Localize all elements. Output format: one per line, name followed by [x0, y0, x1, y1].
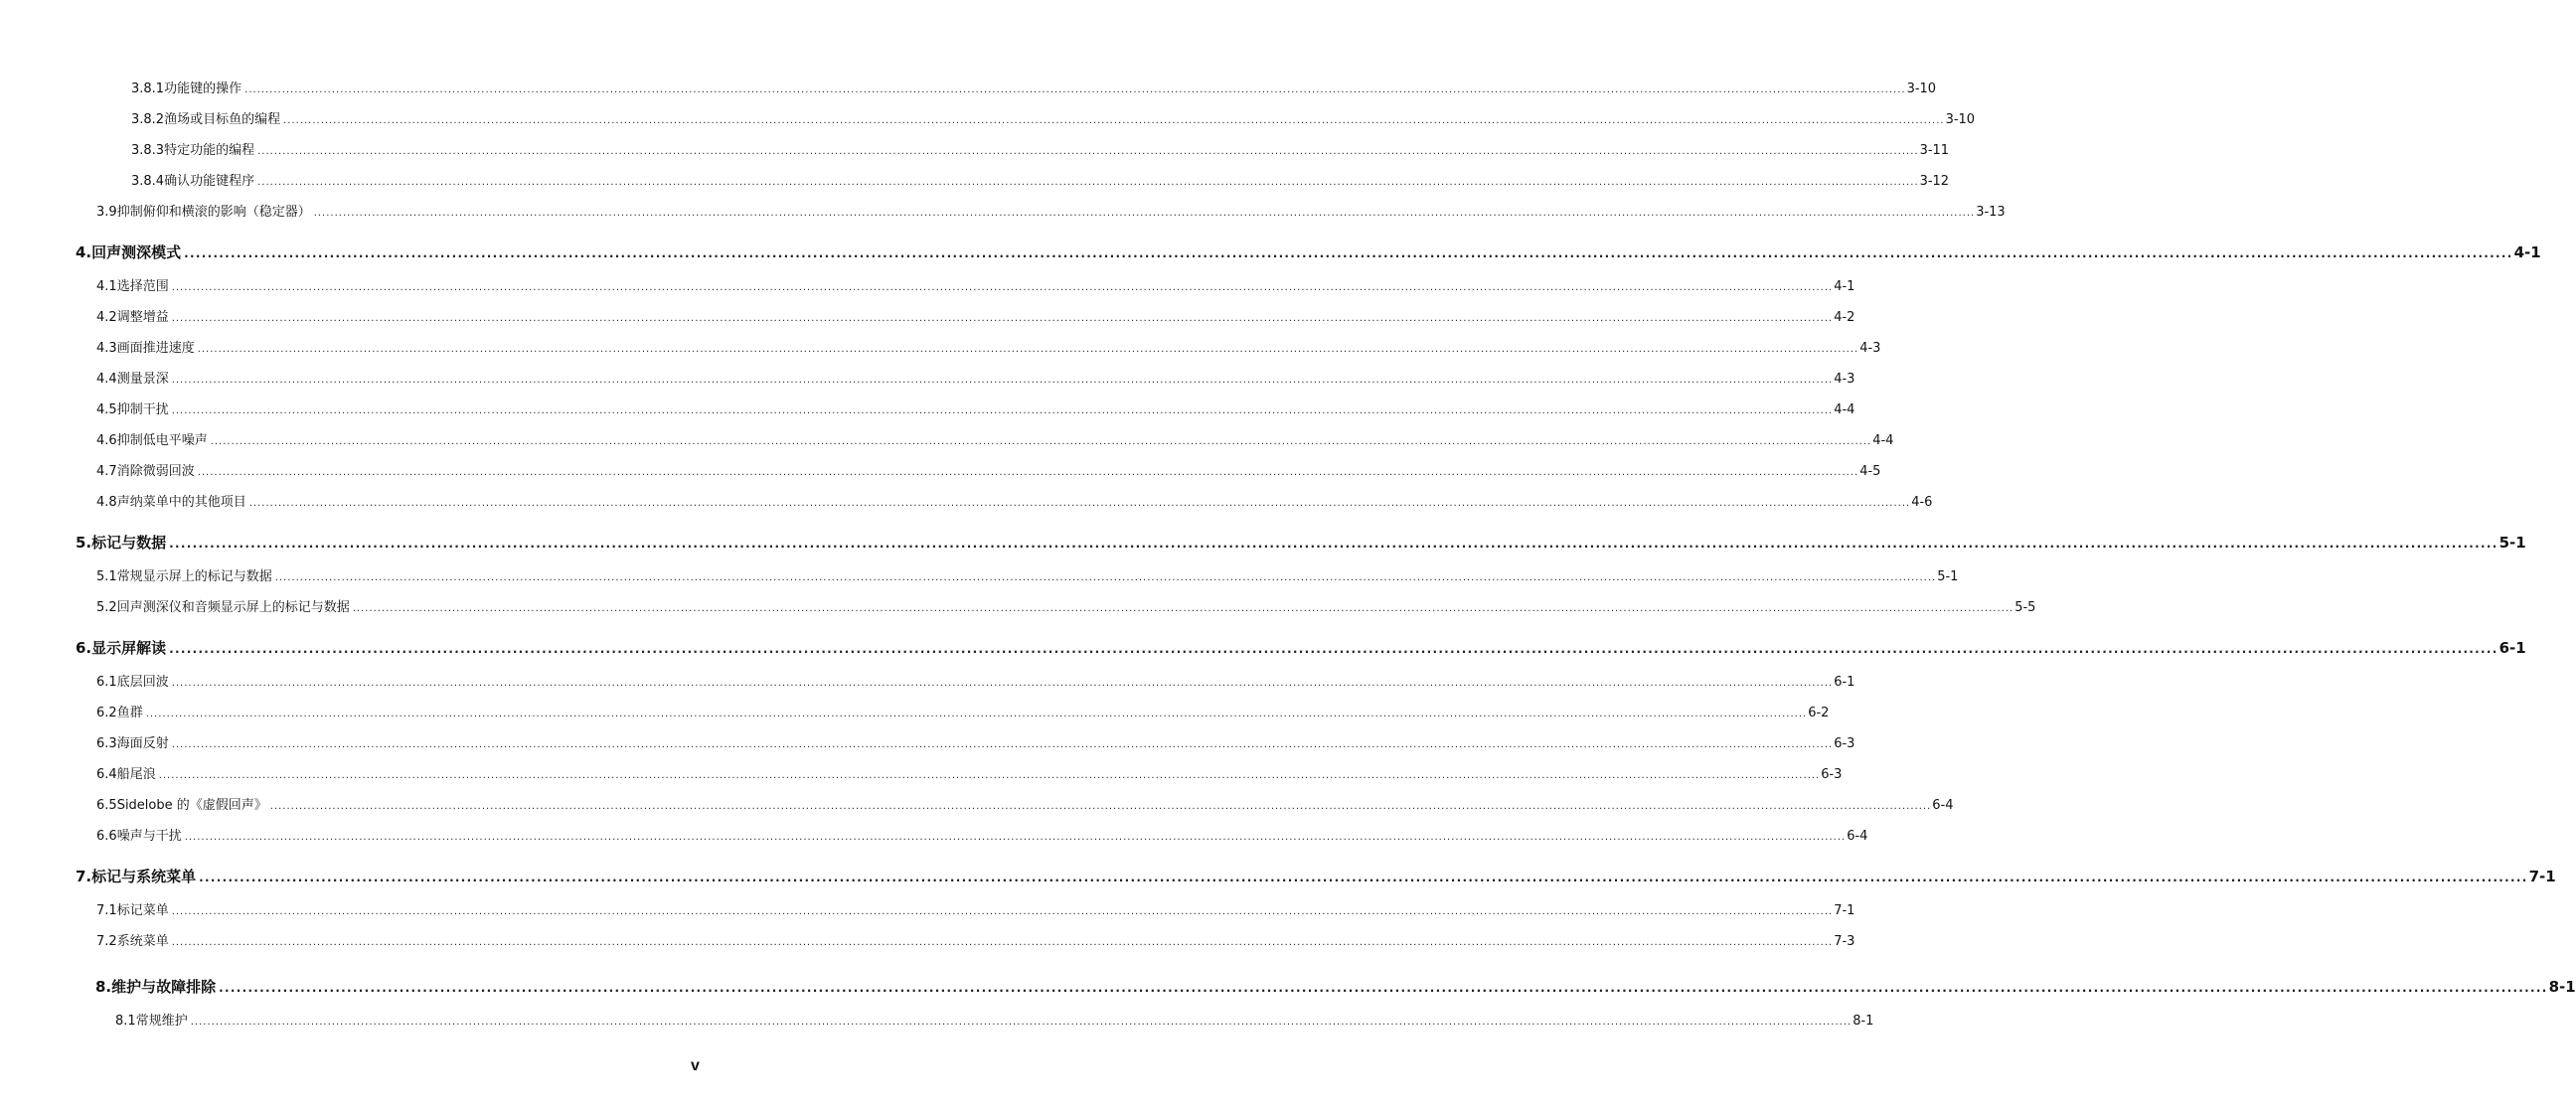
toc-entry-page: 4-1	[2513, 243, 2541, 261]
toc-entry-page: 4-1	[1834, 279, 1855, 294]
toc-entry-page: 8-1	[2548, 978, 2576, 996]
toc-entry-number: 8.	[95, 978, 112, 996]
toc-entry-title: 船尾浪	[116, 767, 156, 782]
toc-entry[interactable]	[96, 337, 1881, 356]
toc-entry[interactable]	[96, 429, 1894, 448]
dot-leader: ................................................................................................................................................................................................................................................................................................................................................................................................................	[269, 801, 1932, 812]
toc-entry-title: 功能键的操作	[164, 81, 242, 96]
toc-entry-number: 8.1	[115, 1014, 136, 1029]
toc-entry-page: 6-4	[1847, 829, 1868, 844]
toc-entry-page: 7-1	[2528, 868, 2556, 885]
toc-entry-page: 6-1	[2498, 639, 2526, 657]
toc-entry[interactable]	[115, 1010, 1874, 1029]
toc-entry-page: 3-11	[1919, 143, 1950, 158]
page-number-folio: v	[691, 1057, 700, 1074]
toc-entry-title: 常规维护	[135, 1014, 188, 1029]
dot-leader: ................................................................................................................................................................................................................................................................................................................................................................................................................	[171, 282, 1834, 293]
toc-entry[interactable]	[96, 671, 1855, 690]
dot-leader: ................................................................................................................................................................................................................................................................................................................................................................................................................	[171, 313, 1834, 324]
toc-entry-number: 4.1	[96, 279, 117, 294]
toc-entry[interactable]	[76, 532, 2526, 553]
toc-entry[interactable]	[76, 637, 2526, 658]
toc-entry-page: 6-1	[1834, 675, 1855, 690]
toc-entry[interactable]	[96, 460, 1881, 479]
dot-leader: ................................................................................................................................................................................................................................................................................................................................................................................................................	[171, 678, 1834, 689]
toc-entry-page: 5-5	[2014, 600, 2036, 615]
toc-entry-number: 4.7	[96, 464, 117, 479]
dot-leader: ................................................................................................................................................................................................................................................................................................................................................................................................................	[257, 177, 1919, 188]
dot-leader: ................................................................................................................................................................................................................................................................................................................................................................................................................	[313, 208, 1976, 219]
toc-entry[interactable]	[96, 732, 1855, 751]
toc-entry-page: 5-1	[2498, 534, 2526, 552]
toc-entry-number: 7.1	[96, 903, 117, 918]
toc-entry-page: 3-10	[1945, 112, 1976, 127]
toc-entry-title: 渔场或目标鱼的编程	[164, 112, 281, 127]
dot-leader: ................................................................................................................................................................................................................................................................................................................................................................................................................	[199, 871, 2528, 884]
toc-entry-title: 鱼群	[116, 706, 143, 720]
toc-entry-page: 3-12	[1919, 174, 1950, 189]
dot-leader: ................................................................................................................................................................................................................................................................................................................................................................................................................	[248, 498, 1911, 509]
toc-entry-page: 3-10	[1906, 81, 1937, 96]
toc-entry[interactable]	[96, 794, 1954, 813]
toc-entry[interactable]	[96, 368, 1855, 387]
toc-entry-number: 5.	[76, 534, 92, 552]
toc-entry-page: 6-4	[1932, 798, 1954, 813]
toc-entry[interactable]	[96, 201, 2006, 220]
toc-entry-number: 4.5	[96, 402, 117, 417]
toc-entry[interactable]	[96, 491, 1933, 510]
dot-leader: ................................................................................................................................................................................................................................................................................................................................................................................................................	[169, 642, 2498, 656]
toc-entry[interactable]	[96, 306, 1855, 325]
toc-entry-number: 7.2	[96, 934, 117, 949]
toc-entry-page: 4-5	[1859, 464, 1881, 479]
toc-entry[interactable]	[96, 825, 1868, 844]
dot-leader: ................................................................................................................................................................................................................................................................................................................................................................................................................	[184, 832, 1847, 843]
toc-entry-title: 消除微弱回波	[116, 464, 195, 479]
toc-entry[interactable]	[95, 976, 2576, 997]
toc-entry-number: 6.5	[96, 798, 117, 813]
toc-entry-title: 回声测深仪和音频显示屏上的标记与数据	[116, 600, 350, 615]
toc-entry[interactable]	[96, 398, 1855, 417]
toc-entry-title: 底层回波	[116, 675, 169, 690]
toc-entry-number: 3.8.1	[131, 81, 165, 96]
dot-leader: ................................................................................................................................................................................................................................................................................................................................................................................................................	[197, 467, 1859, 478]
toc-entry-number: 3.8.4	[131, 174, 165, 189]
toc-entry-title: 抑制俯仰和横滚的影响（稳定器）	[116, 205, 311, 220]
toc-entry-number: 6.4	[96, 767, 117, 782]
toc-entry-title: 声纳菜单中的其他项目	[116, 495, 246, 510]
dot-leader: ................................................................................................................................................................................................................................................................................................................................................................................................................	[171, 375, 1834, 386]
dot-leader: ................................................................................................................................................................................................................................................................................................................................................................................................................	[352, 603, 2014, 614]
toc-entry-page: 4-6	[1911, 495, 1933, 510]
dot-leader: ................................................................................................................................................................................................................................................................................................................................................................................................................	[210, 436, 1872, 447]
dot-leader: ................................................................................................................................................................................................................................................................................................................................................................................................................	[274, 572, 1937, 583]
toc-entry[interactable]	[96, 763, 1843, 782]
toc-entry-number: 3.8.3	[131, 143, 165, 158]
toc-entry-title: 抑制低电平噪声	[116, 433, 208, 448]
dot-leader: ................................................................................................................................................................................................................................................................................................................................................................................................................	[244, 84, 1906, 95]
toc-entry-number: 4.2	[96, 310, 117, 325]
toc-entry[interactable]	[131, 108, 1976, 127]
toc-entry[interactable]	[76, 241, 2541, 262]
toc-entry-number: 4.6	[96, 433, 117, 448]
toc-entry-page: 3-13	[1976, 205, 2006, 220]
dot-leader: ................................................................................................................................................................................................................................................................................................................................................................................................................	[171, 739, 1834, 750]
toc-entry-number: 3.9	[96, 205, 117, 220]
toc-entry-title: 测量景深	[116, 372, 169, 387]
toc-entry-page: 7-1	[1834, 903, 1855, 918]
toc-entry-title: 标记与数据	[91, 534, 167, 552]
toc-entry-page: 5-1	[1937, 569, 1959, 584]
toc-entry-number: 7.	[76, 868, 92, 885]
dot-leader: ................................................................................................................................................................................................................................................................................................................................................................................................................	[158, 770, 1821, 781]
toc-entry-page: 4-2	[1834, 310, 1855, 325]
toc-entry-title: 标记菜单	[116, 903, 169, 918]
toc-entry-title: 画面推进速度	[116, 341, 195, 356]
toc-entry-title: 显示屏解读	[91, 639, 167, 657]
toc-entry-page: 4-4	[1834, 402, 1855, 417]
dot-leader: ................................................................................................................................................................................................................................................................................................................................................................................................................	[184, 246, 2513, 260]
toc-entry[interactable]	[131, 170, 1950, 189]
toc-entry-page: 8-1	[1852, 1014, 1874, 1029]
toc-entry[interactable]	[131, 78, 1937, 96]
dot-leader: ................................................................................................................................................................................................................................................................................................................................................................................................................	[190, 1017, 1852, 1028]
toc-entry[interactable]	[96, 702, 1830, 720]
toc-entry[interactable]	[96, 899, 1855, 918]
dot-leader: ................................................................................................................................................................................................................................................................................................................................................................................................................	[197, 344, 1859, 355]
toc-entry-number: 5.2	[96, 600, 117, 615]
toc-entry-title: 确认功能键程序	[164, 174, 255, 189]
toc-entry-number: 6.	[76, 639, 92, 657]
toc-entry-title: 噪声与干扰	[116, 829, 182, 844]
toc-entry-number: 4.4	[96, 372, 117, 387]
toc-entry-title: 维护与故障排除	[111, 978, 217, 996]
toc-entry-title: 特定功能的编程	[164, 143, 255, 158]
toc-entry-title: 调整增益	[116, 310, 169, 325]
toc-entry-number: 5.1	[96, 569, 117, 584]
toc-entry[interactable]	[96, 596, 2036, 615]
toc-entry[interactable]	[96, 930, 1855, 949]
toc-entry-title: 海面反射	[116, 736, 169, 751]
dot-leader: ................................................................................................................................................................................................................................................................................................................................................................................................................	[171, 937, 1834, 948]
toc-entry-title: Sidelobe 的《虚假回声》	[116, 798, 267, 813]
dot-leader: ................................................................................................................................................................................................................................................................................................................................................................................................................	[169, 537, 2498, 551]
toc-entry-page: 4-3	[1834, 372, 1855, 387]
toc-entry-title: 回声测深模式	[91, 243, 182, 261]
dot-leader: ................................................................................................................................................................................................................................................................................................................................................................................................................	[219, 981, 2548, 995]
toc-entry-number: 3.8.2	[131, 112, 165, 127]
toc-entry-number: 6.3	[96, 736, 117, 751]
dot-leader: ................................................................................................................................................................................................................................................................................................................................................................................................................	[145, 709, 1808, 719]
dot-leader: ................................................................................................................................................................................................................................................................................................................................................................................................................	[171, 906, 1834, 917]
toc-entry-page: 6-3	[1821, 767, 1843, 782]
dot-leader: ................................................................................................................................................................................................................................................................................................................................................................................................................	[257, 146, 1919, 157]
toc-entry[interactable]	[76, 866, 2556, 886]
toc-entry-page: 7-3	[1834, 934, 1855, 949]
toc-entry-page: 6-2	[1808, 706, 1830, 720]
toc-entry-title: 系统菜单	[116, 934, 169, 949]
toc-entry-page: 4-4	[1872, 433, 1894, 448]
toc-entry[interactable]	[96, 565, 1959, 584]
toc-entry-number: 6.1	[96, 675, 117, 690]
toc-entry-title: 常规显示屏上的标记与数据	[116, 569, 272, 584]
dot-leader: ................................................................................................................................................................................................................................................................................................................................................................................................................	[171, 405, 1834, 416]
toc-entry[interactable]	[131, 139, 1950, 158]
toc-entry-title: 抑制干扰	[116, 402, 169, 417]
toc-entry-title: 选择范围	[116, 279, 169, 294]
toc-entry-number: 4.	[76, 243, 92, 261]
toc-entry-number: 6.6	[96, 829, 117, 844]
toc-entry-number: 4.8	[96, 495, 117, 510]
toc-entry-page: 6-3	[1834, 736, 1855, 751]
toc-entry-number: 6.2	[96, 706, 117, 720]
toc-entry[interactable]	[96, 275, 1855, 294]
dot-leader: ................................................................................................................................................................................................................................................................................................................................................................................................................	[283, 115, 1945, 126]
toc-entry-title: 标记与系统菜单	[91, 868, 197, 885]
toc-entry-number: 4.3	[96, 341, 117, 356]
toc-entry-page: 4-3	[1859, 341, 1881, 356]
